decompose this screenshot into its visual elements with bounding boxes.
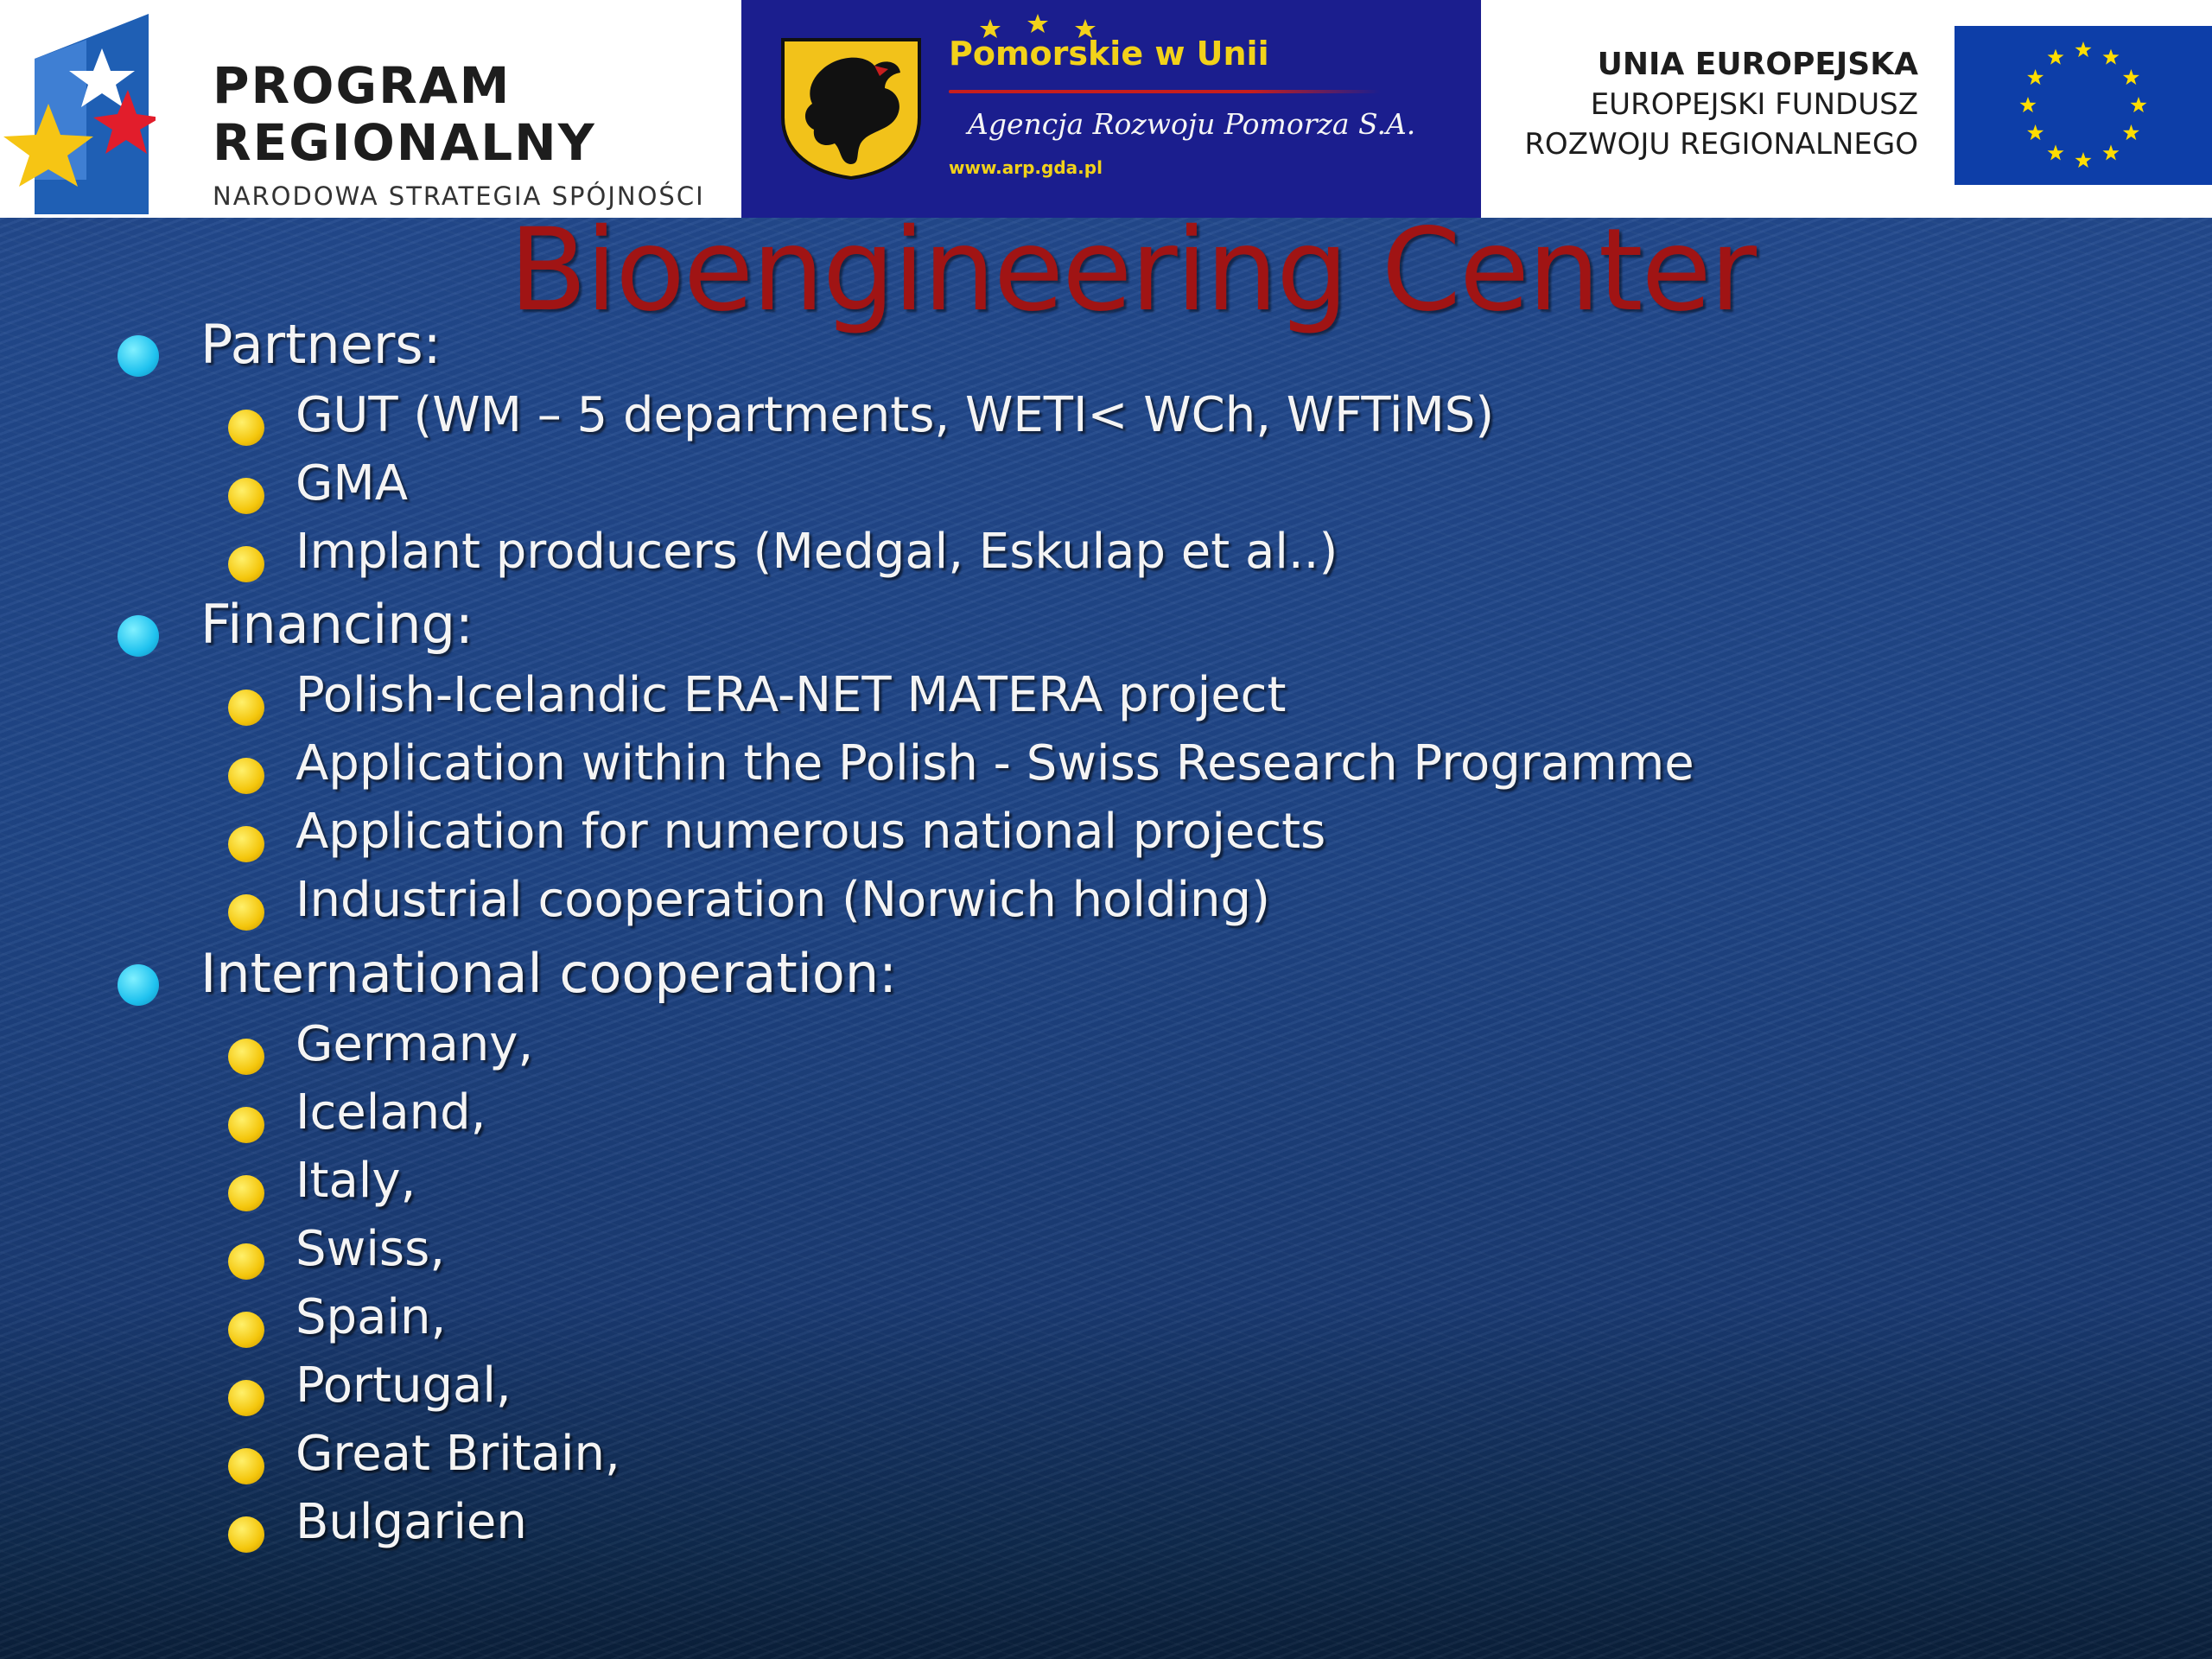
eu-star-icon: [2075, 152, 2092, 168]
level2-bullet-icon: [228, 1107, 264, 1143]
program-line: PROGRAM: [213, 56, 512, 115]
list-item: Polish-Icelandic ERA-NET MATERA project: [296, 667, 1287, 723]
eu-star-icon: [2123, 69, 2139, 85]
eu-flag-icon: [1955, 26, 2212, 185]
level2-bullet-icon: [228, 410, 264, 446]
strategia-line: NARODOWA STRATEGIA SPÓJNOŚCI: [213, 181, 705, 211]
regionalny-line: REGIONALNY: [213, 113, 596, 172]
list-item: Application within the Polish - Swiss Research Programme: [296, 735, 1694, 791]
list-item: GUT (WM – 5 departments, WETI< WCh, WFTiMS): [296, 387, 1495, 443]
level2-bullet-icon: [228, 1243, 264, 1280]
list-item: Implant producers (Medgal, Eskulap et al..): [296, 524, 1338, 580]
level2-bullet-icon: [228, 1516, 264, 1553]
eu-star-icon: [2027, 124, 2044, 140]
level2-bullet-icon: [228, 1380, 264, 1416]
eu-fund-wordmark: [1524, 45, 1918, 164]
list-item: Bulgarien: [296, 1494, 527, 1550]
fundusz-line: EUROPEJSKI FUNDUSZ: [1590, 87, 1918, 122]
list-item: Iceland,: [296, 1084, 486, 1141]
pomorskie-divider: [949, 90, 1381, 93]
program-regionalny-wordmark: [213, 57, 705, 211]
rozwoju-line: ROZWOJU REGIONALNEGO: [1524, 127, 1918, 162]
eu-star-icon: [2020, 97, 2037, 112]
eu-star-icon: [2131, 97, 2147, 112]
eu-star-icon: [2103, 144, 2120, 160]
slide-title: Bioengineering Center: [508, 204, 1756, 337]
level2-bullet-icon: [228, 1039, 264, 1075]
eu-star-icon: [2103, 49, 2120, 65]
pomorskie-title: Pomorskie w Unii: [949, 35, 1269, 73]
section-heading: International cooperation:: [200, 942, 897, 1005]
section-heading: Financing:: [200, 593, 474, 656]
level2-bullet-icon: [228, 546, 264, 582]
eu-star-icon: [2027, 69, 2044, 85]
level1-bullet-icon: [118, 615, 159, 657]
pomorskie-w-unii-logo: [741, 0, 1481, 218]
list-item: GMA: [296, 455, 409, 512]
slide: [0, 204, 2212, 1659]
section-heading: Partners:: [200, 313, 442, 376]
level2-bullet-icon: [228, 1175, 264, 1211]
pomorskie-coat-of-arms-icon: [778, 35, 925, 180]
level2-bullet-icon: [228, 690, 264, 726]
level2-bullet-icon: [228, 758, 264, 794]
level2-bullet-icon: [228, 894, 264, 931]
list-item: Great Britain,: [296, 1426, 620, 1482]
level1-bullet-icon: [118, 964, 159, 1006]
level1-bullet-icon: [118, 335, 159, 377]
agency-website: www.arp.gda.pl: [949, 157, 1103, 178]
list-item: Germany,: [296, 1016, 534, 1072]
agency-name: Agencja Rozwoju Pomorza S.A.: [968, 107, 1416, 141]
level2-bullet-icon: [228, 1448, 264, 1484]
list-item: Swiss,: [296, 1221, 446, 1277]
unia-europejska-line: UNIA EUROPEJSKA: [1597, 47, 1918, 82]
program-regionalny-emblem-icon: [0, 7, 156, 214]
list-item: Spain,: [296, 1289, 447, 1345]
list-item: Italy,: [296, 1153, 416, 1209]
list-item: Portugal,: [296, 1357, 512, 1414]
level2-bullet-icon: [228, 478, 264, 514]
eu-star-icon: [2048, 49, 2064, 65]
logo-banner: [0, 0, 2212, 218]
unia-europejska-logo: [1481, 0, 2212, 218]
eu-star-icon: [2075, 41, 2092, 57]
level2-bullet-icon: [228, 1312, 264, 1348]
list-item: Application for numerous national projects: [296, 804, 1326, 860]
level2-bullet-icon: [228, 826, 264, 862]
list-item: Industrial cooperation (Norwich holding): [296, 872, 1270, 928]
eu-star-icon: [2123, 124, 2139, 140]
eu-star-icon: [2048, 144, 2064, 160]
program-regionalny-logo: [0, 0, 741, 218]
